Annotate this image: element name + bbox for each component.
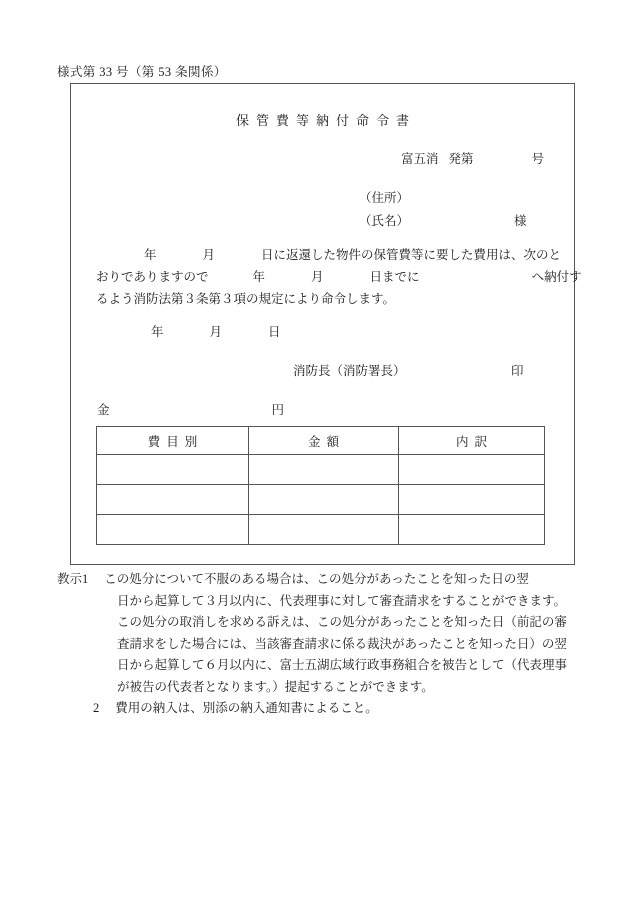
instructions-item1-line1: この処分について不服のある場合は、この処分があったことを知った日の翌 — [104, 572, 529, 586]
cell-amount[interactable] — [249, 485, 399, 515]
addressee-address-label: （住所） — [359, 191, 410, 205]
body-line1-rest: 日に返還した物件の保管費等に要した費用は、次のと — [261, 248, 562, 262]
instructions-item1-line4: 査請求をした場合には、当該審査請求に係る裁決があったことを知った日）の翌 — [117, 636, 567, 651]
table-row[interactable] — [97, 485, 545, 515]
cost-breakdown-table — [96, 426, 545, 545]
total-amount-line — [97, 400, 284, 418]
body-line3: るよう消防法第３条第３項の規定により命令します。 — [96, 292, 396, 306]
body-line2-year: 年 — [252, 270, 266, 284]
instructions-item1-line6: が被告の代表者となります。）提起することができます。 — [117, 679, 434, 694]
body-paragraph — [96, 244, 582, 310]
addressee-honorific: 様 — [514, 214, 527, 228]
seal-mark: 印 — [511, 364, 524, 378]
cell-detail[interactable] — [399, 515, 545, 545]
amount-label: 金 — [97, 403, 110, 417]
signature-day: 日 — [268, 325, 281, 339]
signature-month: 月 — [209, 325, 223, 339]
signature-year: 年 — [151, 325, 164, 339]
amount-unit: 円 — [271, 403, 285, 417]
instructions-item2-number: 2 — [93, 701, 100, 715]
table-row[interactable] — [97, 515, 545, 545]
signature-date-line — [151, 322, 281, 340]
instructions-label: 教示 — [57, 572, 83, 586]
instructions-item1-number: 1 — [82, 572, 89, 586]
instructions-item1-line5: 日から起算して６月以内に、富士五湖広域行政事務組合を被告として（代表理事 — [117, 658, 568, 672]
cell-detail[interactable] — [399, 485, 545, 515]
body-line2-month: 月 — [311, 270, 324, 284]
serial-prefix: 発第 — [448, 152, 474, 166]
body-line1-year: 年 — [144, 248, 157, 262]
cell-item[interactable] — [97, 515, 249, 545]
column-header-amount: 金額 — [249, 427, 399, 455]
document-title: 保管費等納付命令書 — [235, 113, 416, 128]
instructions-item2-text: 費用の納入は、別添の納入通知書によること。 — [115, 701, 378, 715]
table-row[interactable] — [97, 455, 545, 485]
body-line2-lead: おりでありますので — [96, 270, 209, 284]
issuer-title: 消防長（消防署長） — [293, 364, 406, 378]
form-number-label: 様式第 33 号（第 53 条関係） — [57, 65, 227, 79]
cell-item[interactable] — [97, 485, 249, 515]
column-header-detail: 内訳 — [399, 427, 545, 455]
body-line2-tail: へ納付す — [531, 270, 582, 284]
appeal-instructions — [57, 569, 577, 720]
cell-detail[interactable] — [399, 455, 545, 485]
body-line2-day: 日までに — [369, 270, 420, 284]
instructions-item1-line3: この処分の取消しを求める訴えは、この処分があったことを知った日（前記の審 — [117, 615, 567, 629]
serial-suffix: 号 — [531, 152, 545, 166]
column-header-item: 費目別 — [97, 427, 249, 455]
serial-office: 富五消 — [401, 152, 439, 166]
addressee-name-label: （氏名） — [359, 214, 410, 228]
cell-item[interactable] — [97, 455, 249, 485]
cell-amount[interactable] — [249, 515, 399, 545]
table-header-row — [97, 427, 545, 455]
document-frame — [70, 83, 582, 565]
cell-amount[interactable] — [249, 455, 399, 485]
serial-number-line — [401, 149, 544, 167]
instructions-item1-line2: 日から起算して３月以内に、代表理事に対して審査請求をすることができます。 — [117, 593, 567, 608]
body-line1-month: 月 — [202, 248, 216, 262]
